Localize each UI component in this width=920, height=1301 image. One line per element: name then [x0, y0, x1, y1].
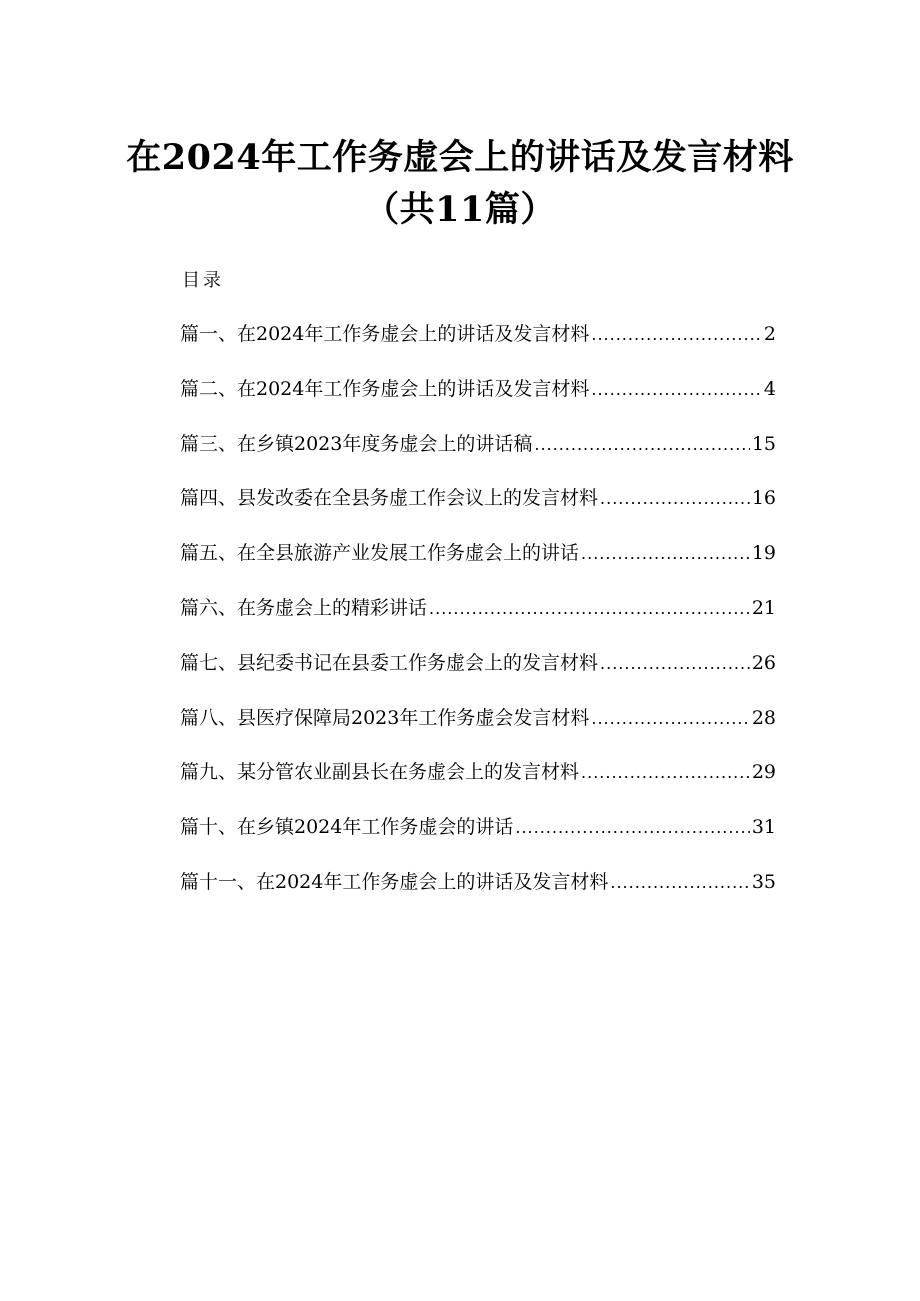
toc-entry[interactable] — [180, 594, 776, 649]
toc-entry-title: 篇四、县发改委在全县务虚工作会议上的发言材料 — [180, 487, 599, 510]
toc-entry[interactable] — [180, 868, 776, 923]
toc-heading: 目录 — [182, 270, 224, 291]
toc-dot-leader — [591, 321, 762, 349]
toc-entry[interactable] — [180, 649, 776, 704]
toc-entry-page: 16 — [751, 487, 776, 510]
toc-entry[interactable] — [180, 539, 776, 594]
toc-entry-title: 篇十一、在2024年工作务虚会上的讲话及发言材料 — [180, 870, 609, 893]
toc-entry[interactable] — [180, 430, 776, 485]
toc-entry[interactable] — [180, 484, 776, 539]
toc-entry[interactable] — [180, 813, 776, 868]
toc-dot-leader — [591, 705, 749, 733]
toc-dot-leader — [515, 814, 749, 842]
toc-entry-title: 篇二、在2024年工作务虚会上的讲话及发言材料 — [180, 377, 590, 400]
toc-entry[interactable] — [180, 320, 776, 375]
toc-dot-leader — [600, 650, 750, 678]
table-of-contents — [180, 320, 776, 923]
toc-entry-page: 2 — [763, 323, 776, 345]
toc-entry-page: 29 — [751, 761, 776, 784]
toc-entry-title: 篇十、在乡镇2024年工作务虚会的讲话 — [180, 816, 514, 839]
toc-entry-title: 篇八、县医疗保障局2023年工作务虚会发言材料 — [180, 706, 590, 729]
toc-entry-title: 篇六、在务虚会上的精彩讲话 — [180, 596, 428, 619]
toc-dot-leader — [610, 869, 749, 897]
toc-entry-page: 26 — [751, 651, 776, 674]
toc-entry-title: 篇九、某分管农业副县长在务虚会上的发言材料 — [180, 761, 580, 784]
toc-entry-title: 篇一、在2024年工作务虚会上的讲话及发言材料 — [180, 323, 590, 345]
toc-entry-page: 4 — [763, 377, 776, 400]
toc-entry[interactable] — [180, 758, 776, 813]
document-subtitle: （共11篇） — [364, 189, 556, 230]
toc-dot-leader — [429, 595, 750, 623]
toc-entry-page: 19 — [751, 542, 776, 565]
toc-entry[interactable] — [180, 375, 776, 430]
toc-entry-page: 28 — [751, 706, 776, 729]
toc-entry-page: 21 — [751, 596, 776, 619]
document-title: 在2024年工作务虚会上的讲话及发言材料 — [126, 137, 794, 178]
toc-dot-leader — [591, 376, 762, 404]
toc-entry-page: 15 — [751, 432, 776, 455]
toc-dot-leader — [581, 540, 750, 568]
toc-entry-title: 篇五、在全县旅游产业发展工作务虚会上的讲话 — [180, 542, 580, 565]
toc-entry[interactable] — [180, 704, 776, 759]
toc-entry-title: 篇三、在乡镇2023年度务虚会上的讲话稿 — [180, 432, 533, 455]
toc-entry-page: 35 — [751, 870, 776, 893]
toc-dot-leader — [534, 431, 749, 459]
toc-dot-leader — [600, 485, 750, 513]
toc-entry-title: 篇七、县纪委书记在县委工作务虚会上的发言材料 — [180, 651, 599, 674]
toc-dot-leader — [581, 759, 750, 787]
toc-entry-page: 31 — [751, 816, 776, 839]
